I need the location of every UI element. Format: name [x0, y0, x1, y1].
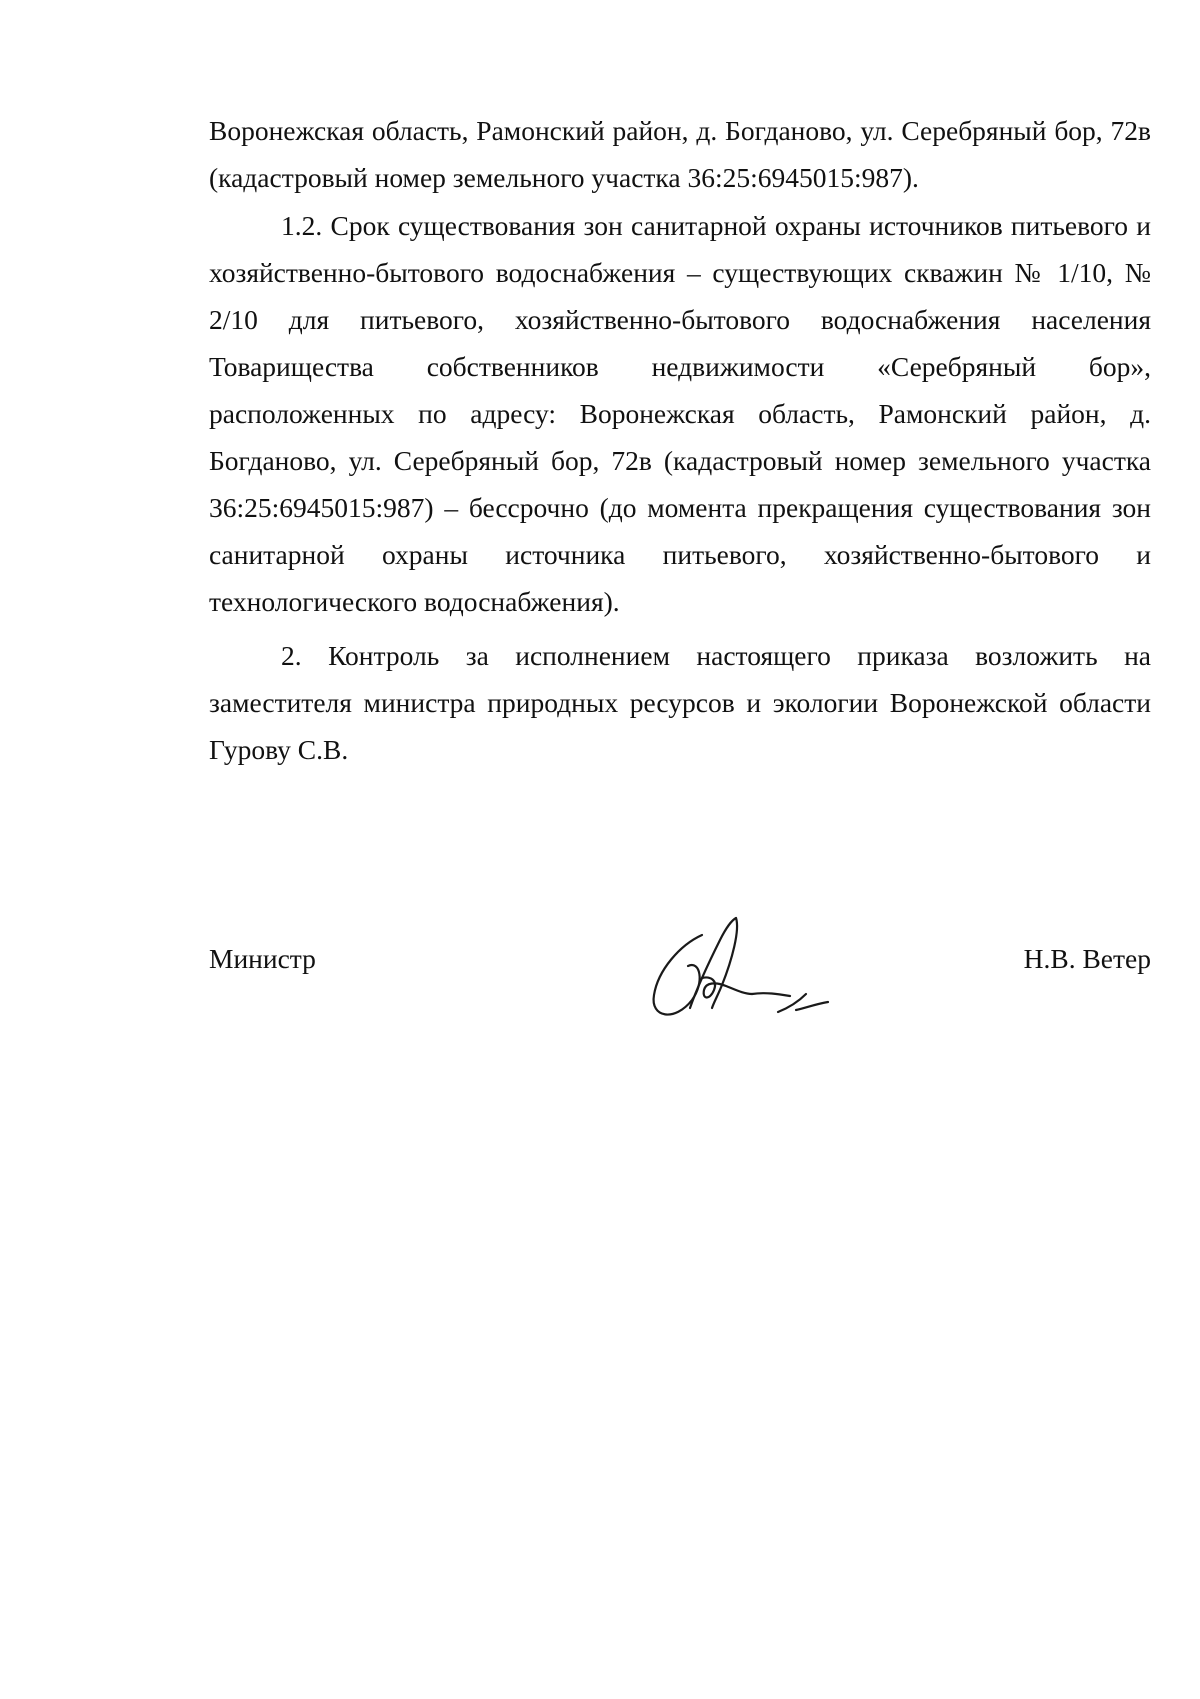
paragraph-address-text: Воронежская область, Рамонский район, д. Богданово, ул. Серебряный бор, 72в (кадастровый номер земельного участка 36:25:6945015:987). — [209, 115, 1151, 193]
paragraph-term-text: 1.2. Срок существования зон санитарной охраны источников питьевого и хозяйственно-бытового водоснабжения – существующих скважин № 1/10, № 2/10 для питьевого, хозяйственно-бытового водоснабжения населения Товарищества собственников недвижимости «Серебряный бор», расположенных по адресу: Воронежская область, Рамонский район, д. Богданово, ул. Серебряный бор, 72в (кадастровый номер земельного участка 36:25:6945015:987) – бессрочно (до момента прекращения существования зон санитарной охраны источника питьевого, хозяйственно-бытового и технологического водоснабжения). — [209, 210, 1151, 617]
paragraph-control — [209, 632, 1151, 773]
handwritten-signature-icon — [640, 890, 840, 1030]
paragraph-term — [209, 202, 1151, 625]
signatory-title: Министр — [209, 943, 316, 974]
signatory-name: Н.В. Ветер — [1023, 943, 1151, 974]
paragraph-address — [209, 107, 1151, 201]
paragraph-control-text: 2. Контроль за исполнением настоящего приказа возложить на заместителя министра природных ресурсов и экологии Воронежской области Гурову С.В. — [209, 640, 1151, 765]
